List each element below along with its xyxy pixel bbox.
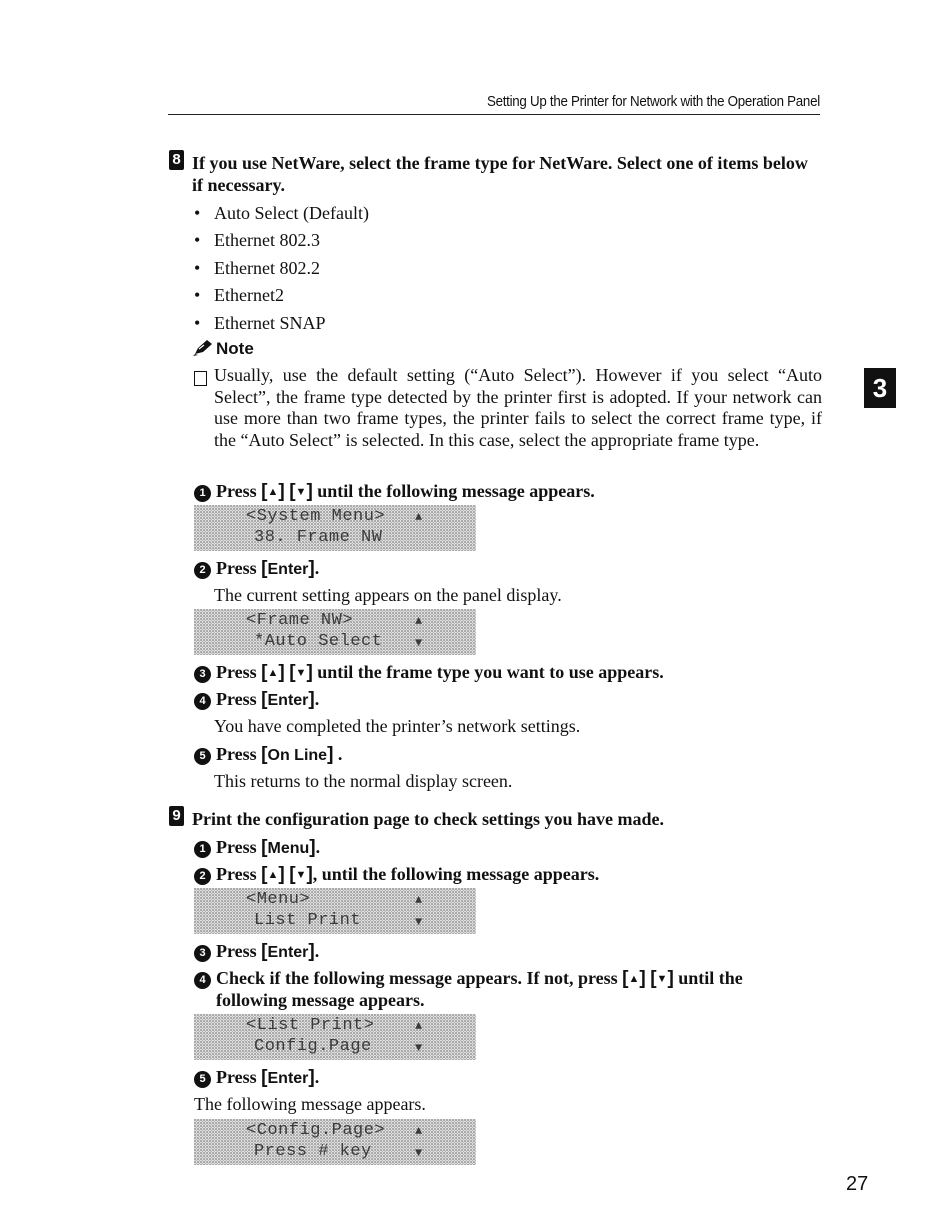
step-8-sub-5-body: This returns to the normal display screen. bbox=[214, 771, 513, 791]
step-9-sub-4: 4 Check if the following message appears. If not, press [▲] [▼] until the bbox=[194, 967, 743, 990]
down-arrow-icon: ▼ bbox=[415, 636, 423, 650]
up-arrow-icon: ▲ bbox=[415, 893, 423, 907]
lcd-display: <Frame NW> *Auto Select ▲ ▼ bbox=[194, 609, 476, 655]
list-item: • Ethernet 802.2 bbox=[194, 256, 369, 283]
list-item: • Auto Select (Default) bbox=[194, 201, 369, 228]
online-key: On Line bbox=[267, 747, 328, 764]
note-text: Usually, use the default setting (“Auto Select”). However if you select “Auto Select”, the frame type detected by the printer first is adopted. If your network can use more than two frame types, the printer fails to select the correct frame type, if the “Auto Select” is selected. In this case, select the appropriate frame type. bbox=[214, 365, 822, 450]
step-9-badge: 9 bbox=[169, 806, 184, 826]
menu-key: Menu bbox=[267, 840, 310, 857]
lcd-display: <Menu> List Print ▲ ▼ bbox=[194, 888, 476, 934]
step-8-sub-4-body: You have completed the printer’s network settings. bbox=[214, 716, 581, 736]
step-8-sub-5: 5 Press [On Line] . bbox=[194, 743, 342, 767]
list-item: • Ethernet2 bbox=[194, 283, 369, 310]
lcd-display: <List Print> Config.Page ▲ ▼ bbox=[194, 1014, 476, 1060]
step-8-badge: 8 bbox=[169, 150, 184, 170]
down-arrow-icon: ▼ bbox=[415, 915, 423, 929]
up-arrow-icon: ▲ bbox=[415, 1124, 423, 1138]
header-rule bbox=[168, 114, 820, 115]
up-arrow-icon: ▲ bbox=[415, 614, 423, 628]
enter-key: Enter bbox=[267, 692, 309, 709]
lcd-display: <Config.Page> Press # key ▲ ▼ bbox=[194, 1119, 476, 1165]
step-8-sub-3: 3 Press [▲] [▼] until the frame type you want to use appears. bbox=[194, 661, 664, 684]
pencil-icon bbox=[192, 339, 214, 357]
step-8-sub-4: 4 Press [Enter]. bbox=[194, 688, 319, 712]
enter-key: Enter bbox=[267, 944, 309, 961]
step-9-sub-1: 1 Press [Menu]. bbox=[194, 836, 320, 860]
up-arrow-icon: ▲ bbox=[415, 1019, 423, 1033]
list-item: • Ethernet SNAP bbox=[194, 311, 369, 338]
down-arrow-icon: ▼ bbox=[415, 1041, 423, 1055]
list-item: • Ethernet 802.3 bbox=[194, 228, 369, 255]
note-heading: Note bbox=[192, 339, 254, 359]
step-8-sub-2-body: The current setting appears on the panel display. bbox=[214, 585, 562, 605]
step-8-sub-2: 2 Press [Enter]. bbox=[194, 557, 319, 581]
up-arrow-icon: ▲ bbox=[415, 510, 423, 524]
step-9-sub-5: 5 Press [Enter]. bbox=[194, 1066, 319, 1090]
step-8-sub-1: 1 Press [▲] [▼] until the following message appears. bbox=[194, 480, 595, 503]
step-9-sub-3: 3 Press [Enter]. bbox=[194, 940, 319, 964]
step-9-sub-4-line2: following message appears. bbox=[216, 990, 425, 1010]
step-9-sub-5-body: The following message appears. bbox=[194, 1094, 426, 1114]
enter-key: Enter bbox=[267, 1070, 309, 1087]
down-arrow-icon: ▼ bbox=[415, 1146, 423, 1160]
running-header: Setting Up the Printer for Network with the Operation Panel bbox=[487, 94, 820, 110]
page-number: 27 bbox=[846, 1173, 869, 1195]
enter-key: Enter bbox=[267, 561, 309, 578]
lcd-display: <System Menu> 38. Frame NW ▲ bbox=[194, 505, 476, 551]
step-9-title: Print the configuration page to check settings you have made. bbox=[192, 809, 664, 829]
note-checkbox-icon bbox=[194, 371, 207, 386]
step-8-title: If you use NetWare, select the frame type for NetWare. Select one of items below if necessary. bbox=[192, 153, 808, 195]
chapter-tab: 3 bbox=[864, 368, 896, 408]
step-9-sub-2: 2 Press [▲] [▼], until the following message appears. bbox=[194, 863, 599, 886]
frame-type-list bbox=[194, 201, 369, 338]
